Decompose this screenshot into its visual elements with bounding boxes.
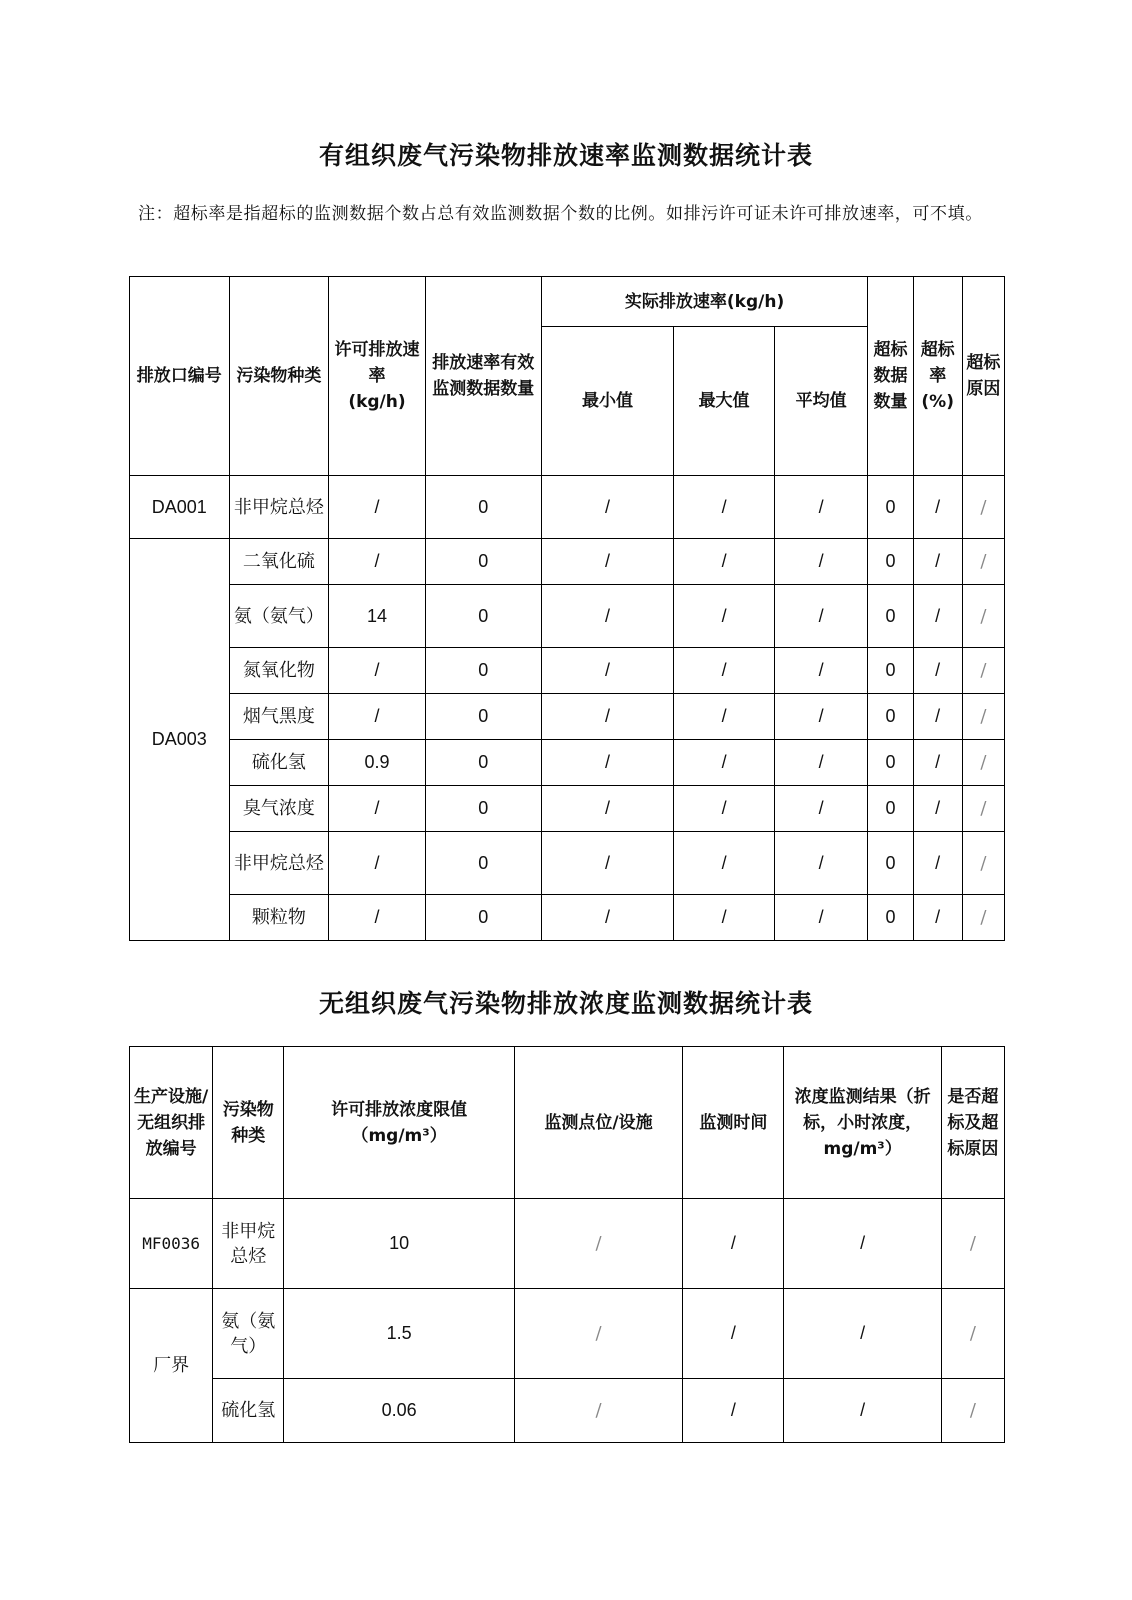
valid-count-cell: 0	[425, 740, 541, 786]
max-cell: /	[674, 585, 775, 648]
header-result: 浓度监测结果（折标，小时浓度，mg/m³）	[784, 1047, 941, 1199]
header-point: 监测点位/设施	[514, 1047, 682, 1199]
header-limit-unit: （mg/m³）	[351, 1125, 447, 1146]
header-limit-label: 许可排放浓度限值	[331, 1099, 468, 1120]
permitted-cell: /	[329, 476, 426, 539]
pollutant-cell: 二氧化硫	[229, 539, 329, 585]
min-cell: /	[541, 648, 673, 694]
valid-count-cell: 0	[425, 694, 541, 740]
header-permitted-rate	[329, 277, 426, 476]
header-exceed-rate-unit: (%)	[921, 392, 954, 412]
exceed-rate-cell: /	[913, 786, 962, 832]
header-facility: 生产设施/无组织排放编号	[130, 1047, 213, 1199]
avg-cell: /	[774, 476, 867, 539]
table-row	[130, 1199, 1005, 1289]
table-row	[130, 585, 1005, 648]
exceed-count-cell: 0	[868, 648, 913, 694]
valid-count-cell: 0	[425, 539, 541, 585]
min-cell: /	[541, 832, 673, 895]
max-cell: /	[674, 539, 775, 585]
header-outlet: 排放口编号	[130, 277, 230, 476]
table-row	[130, 786, 1005, 832]
reason-cell: /	[962, 648, 1004, 694]
min-cell: /	[541, 895, 673, 941]
max-cell: /	[674, 895, 775, 941]
exceed-count-cell: 0	[868, 740, 913, 786]
reason-cell: /	[962, 786, 1004, 832]
exceed-count-cell: 0	[868, 539, 913, 585]
note-text: 注：超标率是指超标的监测数据个数占总有效监测数据个数的比例。如排污许可证未许可排放速率，可不填。	[138, 204, 983, 224]
header-permitted-rate-unit: (kg/h)	[348, 392, 406, 412]
permitted-cell: /	[329, 786, 426, 832]
exceed-cell: /	[941, 1379, 1004, 1443]
facility-cell: 厂界	[130, 1289, 213, 1443]
table-row	[130, 694, 1005, 740]
pollutant-cell: 非甲烷总烃	[213, 1199, 284, 1289]
max-cell: /	[674, 740, 775, 786]
point-cell: /	[514, 1199, 682, 1289]
header-exceed-rate	[913, 277, 962, 476]
min-cell: /	[541, 694, 673, 740]
time-cell: /	[683, 1379, 784, 1443]
avg-cell: /	[774, 648, 867, 694]
header-pollutant: 污染物种类	[213, 1047, 284, 1199]
header-valid-count: 排放速率有效监测数据数量	[425, 277, 541, 476]
max-cell: /	[674, 786, 775, 832]
exceed-rate-cell: /	[913, 648, 962, 694]
pollutant-cell: 硫化氢	[229, 740, 329, 786]
min-cell: /	[541, 476, 673, 539]
valid-count-cell: 0	[425, 895, 541, 941]
exceed-rate-cell: /	[913, 694, 962, 740]
permitted-cell: /	[329, 694, 426, 740]
section-title: 无组织废气污染物排放浓度监测数据统计表	[318, 989, 813, 1018]
table-row	[130, 832, 1005, 895]
table-row	[130, 539, 1005, 585]
avg-cell: /	[774, 895, 867, 941]
pollutant-cell: 颗粒物	[229, 895, 329, 941]
pollutant-cell: 氨（氨气）	[229, 585, 329, 648]
exceed-rate-cell: /	[913, 895, 962, 941]
header-exceed-reason: 超标原因	[962, 277, 1004, 476]
exceed-cell: /	[941, 1199, 1004, 1289]
max-cell: /	[674, 694, 775, 740]
header-time: 监测时间	[683, 1047, 784, 1199]
pollutant-cell: 硫化氢	[213, 1379, 284, 1443]
table-row	[130, 648, 1005, 694]
reason-cell: /	[962, 476, 1004, 539]
header-exceed-count: 超标数据数量	[868, 277, 913, 476]
pollutant-cell: 氮氧化物	[229, 648, 329, 694]
exceed-count-cell: 0	[868, 585, 913, 648]
exceed-cell: /	[941, 1289, 1004, 1379]
time-cell: /	[683, 1289, 784, 1379]
permitted-cell: /	[329, 648, 426, 694]
exceed-count-cell: 0	[868, 832, 913, 895]
fugitive-emission-table	[129, 1046, 1005, 1443]
valid-count-cell: 0	[425, 648, 541, 694]
header-actual-rate: 实际排放速率(kg/h)	[541, 277, 868, 327]
min-cell: /	[541, 786, 673, 832]
point-cell: /	[514, 1379, 682, 1443]
header-exceed: 是否超标及超标原因	[941, 1047, 1004, 1199]
avg-cell: /	[774, 740, 867, 786]
result-cell: /	[784, 1199, 941, 1289]
limit-cell: 1.5	[284, 1289, 515, 1379]
table-row	[130, 1289, 1005, 1379]
reason-cell: /	[962, 539, 1004, 585]
header-avg: 平均值	[774, 327, 867, 476]
exceed-count-cell: 0	[868, 476, 913, 539]
header-min: 最小值	[541, 327, 673, 476]
valid-count-cell: 0	[425, 585, 541, 648]
avg-cell: /	[774, 539, 867, 585]
exceed-rate-cell: /	[913, 832, 962, 895]
exceed-rate-cell: /	[913, 476, 962, 539]
avg-cell: /	[774, 694, 867, 740]
min-cell: /	[541, 539, 673, 585]
header-permitted-rate-label: 许可排放速率	[334, 340, 420, 386]
emission-rate-table	[129, 276, 1005, 941]
min-cell: /	[541, 585, 673, 648]
header-max: 最大值	[674, 327, 775, 476]
exceed-count-cell: 0	[868, 895, 913, 941]
table-row	[130, 895, 1005, 941]
header-pollutant: 污染物种类	[229, 277, 329, 476]
exceed-rate-cell: /	[913, 740, 962, 786]
point-cell: /	[514, 1289, 682, 1379]
result-cell: /	[784, 1379, 941, 1443]
avg-cell: /	[774, 832, 867, 895]
min-cell: /	[541, 740, 673, 786]
permitted-cell: 14	[329, 585, 426, 648]
limit-cell: 0.06	[284, 1379, 515, 1443]
reason-cell: /	[962, 740, 1004, 786]
header-exceed-rate-label: 超标率	[920, 340, 955, 386]
header-limit	[284, 1047, 515, 1199]
time-cell: /	[683, 1199, 784, 1289]
valid-count-cell: 0	[425, 476, 541, 539]
pollutant-cell: 烟气黑度	[229, 694, 329, 740]
permitted-cell: /	[329, 832, 426, 895]
valid-count-cell: 0	[425, 832, 541, 895]
permitted-cell: /	[329, 895, 426, 941]
pollutant-cell: 非甲烷总烃	[229, 832, 329, 895]
valid-count-cell: 0	[425, 786, 541, 832]
max-cell: /	[674, 832, 775, 895]
avg-cell: /	[774, 786, 867, 832]
exceed-count-cell: 0	[868, 786, 913, 832]
permitted-cell: /	[329, 539, 426, 585]
exceed-rate-cell: /	[913, 585, 962, 648]
result-cell: /	[784, 1289, 941, 1379]
reason-cell: /	[962, 832, 1004, 895]
avg-cell: /	[774, 585, 867, 648]
max-cell: /	[674, 648, 775, 694]
facility-cell: MF0036	[130, 1199, 213, 1289]
reason-cell: /	[962, 585, 1004, 648]
table-row	[130, 476, 1005, 539]
outlet-cell: DA001	[130, 476, 230, 539]
page-title: 有组织废气污染物排放速率监测数据统计表	[318, 141, 813, 170]
table-row	[130, 1379, 1005, 1443]
exceed-count-cell: 0	[868, 694, 913, 740]
limit-cell: 10	[284, 1199, 515, 1289]
max-cell: /	[674, 476, 775, 539]
pollutant-cell: 臭气浓度	[229, 786, 329, 832]
outlet-cell: DA003	[130, 539, 230, 941]
exceed-rate-cell: /	[913, 539, 962, 585]
pollutant-cell: 氨（氨气）	[213, 1289, 284, 1379]
table-row	[130, 740, 1005, 786]
reason-cell: /	[962, 895, 1004, 941]
pollutant-cell: 非甲烷总烃	[229, 476, 329, 539]
reason-cell: /	[962, 694, 1004, 740]
permitted-cell: 0.9	[329, 740, 426, 786]
